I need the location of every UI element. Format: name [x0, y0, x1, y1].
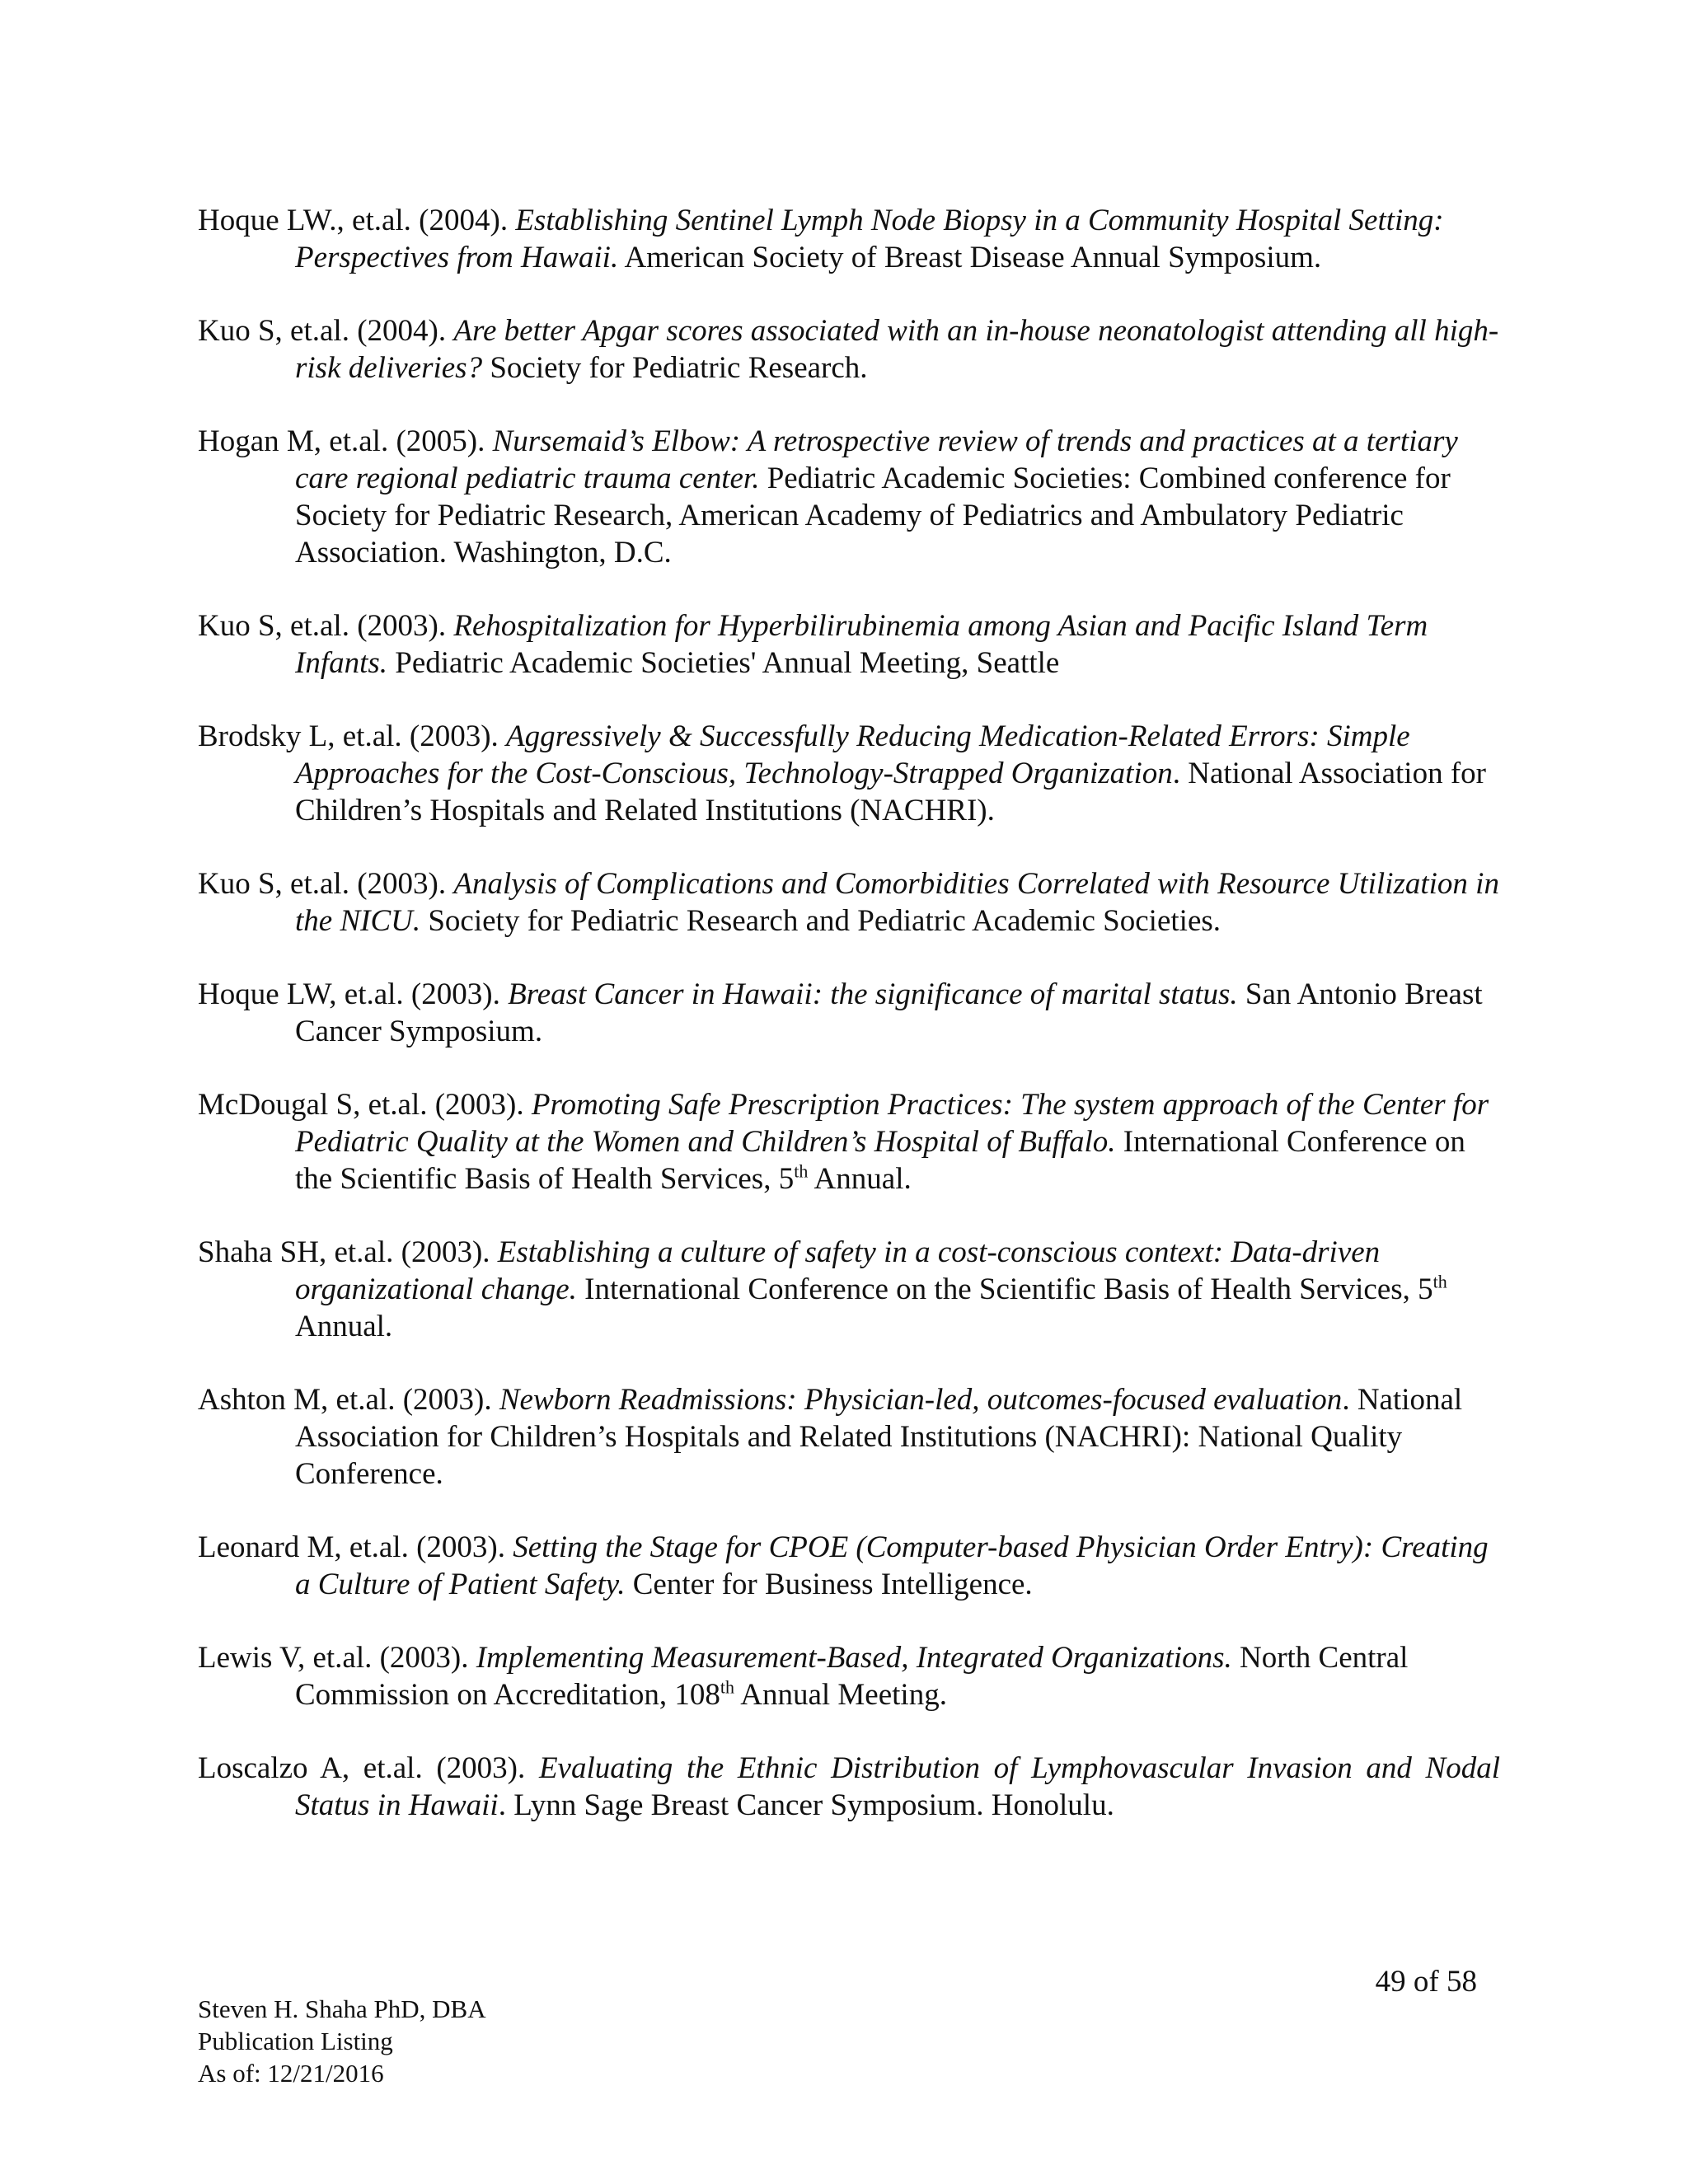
entry-venue: Society for Pediatric Research and Pediatric Academic Societies. [428, 904, 1221, 938]
publication-entry [198, 1529, 1500, 1603]
publication-list [198, 202, 1500, 1860]
entry-author-year: Kuo S, et.al. (2003). [198, 867, 447, 901]
entry-venue: Society for Pediatric Research. [490, 351, 868, 385]
publication-entry [198, 1086, 1500, 1197]
publication-entry [198, 976, 1500, 1050]
entry-title: Analysis of Complications and Comorbidities Correlated with Resource Utilization in the NICU. [295, 867, 1499, 938]
publication-entry [198, 865, 1500, 940]
publication-entry [198, 1639, 1500, 1713]
entry-venue: International Conference on the Scientific Basis of Health Services, 5 [295, 1125, 1465, 1196]
entry-venue: San Antonio Breast Cancer Symposium. [295, 977, 1483, 1048]
entry-title: Implementing Measurement-Based, Integrated Organizations. [476, 1641, 1232, 1675]
entry-author-year: Kuo S, et.al. (2003). [198, 609, 447, 643]
publication-entry [198, 718, 1500, 829]
entry-venue: Center for Business Intelligence. [632, 1568, 1033, 1601]
ordinal-suffix: th [1432, 1271, 1447, 1292]
entry-title: Establishing Sentinel Lymph Node Biopsy in a Community Hospital Setting: Perspectives from Hawaii. [295, 204, 1444, 274]
entry-venue: . Lynn Sage Breast Cancer Symposium. Honolulu. [498, 1788, 1114, 1822]
publication-entry [198, 1234, 1500, 1345]
entry-title: Breast Cancer in Hawaii: the significance of marital status. [508, 977, 1238, 1011]
entry-title: Rehospitalization for Hyperbilirubinemia among Asian and Pacific Island Term Infants. [295, 609, 1428, 680]
footer-author: Steven H. Shaha PhD, DBA [198, 1994, 486, 2023]
publication-entry [198, 1381, 1500, 1493]
publication-entry [198, 202, 1500, 276]
entry-author-year: McDougal S, et.al. (2003). [198, 1088, 524, 1122]
entry-author-year: Leonard M, et.al. (2003). [198, 1530, 505, 1564]
entry-title: Aggressively & Successfully Reducing Medication-Related Errors: Simple Approaches for the Cost-Conscious, Technology-Strapped Organization [295, 719, 1410, 790]
publication-entry [198, 312, 1500, 387]
page-number: 49 of 58 [1375, 1965, 1477, 1999]
entry-author-year: Ashton M, et.al. (2003). [198, 1383, 492, 1417]
entry-venue-tail: Annual. [295, 1310, 393, 1343]
publication-entry [198, 423, 1500, 571]
entry-title: Newborn Readmissions: Physician-led, outcomes-focused evaluation [499, 1383, 1343, 1417]
ordinal-suffix: th [794, 1160, 809, 1182]
entry-venue: North Central Commission on Accreditation, 108 [295, 1641, 1409, 1712]
entry-author-year: Hoque LW., et.al. (2004). [198, 204, 509, 237]
entry-author-year: Lewis V, et.al. (2003). [198, 1641, 469, 1675]
entry-author-year: Hogan M, et.al. (2005). [198, 424, 485, 458]
entry-venue-tail: Annual Meeting. [734, 1678, 947, 1712]
entry-author-year: Shaha SH, et.al. (2003). [198, 1235, 490, 1269]
footer [198, 1993, 486, 2089]
entry-venue: Pediatric Academic Societies: Combined conference for Society for Pediatric Research, American Academy of Pediatrics and Ambulatory Pediatric Association. Washington, D.C. [295, 462, 1451, 569]
footer-date: As of: 12/21/2016 [198, 2059, 384, 2088]
entry-author-year: Hoque LW, et.al. (2003). [198, 977, 500, 1011]
entry-venue: . National Association for Children’s Hospitals and Related Institutions (NACHRI): National Quality Conference. [295, 1383, 1463, 1491]
entry-title: Establishing a culture of safety in a cost-conscious context: Data-driven organizational change. [295, 1235, 1381, 1306]
entry-title: Evaluating the Ethnic Distribution of Lymphovascular Invasion and Nodal Status in Hawaii [295, 1751, 1500, 1822]
publication-entry [198, 607, 1500, 682]
entry-venue: American Society of Breast Disease Annual Symposium. [624, 241, 1322, 274]
footer-title: Publication Listing [198, 2027, 393, 2055]
entry-venue: . National Association for Children’s Hospitals and Related Institutions (NACHRI). [295, 757, 1486, 827]
entry-author-year: Kuo S, et.al. (2004). [198, 314, 447, 348]
entry-title: Are better Apgar scores associated with an in-house neonatologist attending all high-risk deliveries? [295, 314, 1499, 385]
entry-title: Promoting Safe Prescription Practices: The system approach of the Center for Pediatric Quality at the Women and Children’s Hospital of Buffalo. [295, 1088, 1489, 1159]
entry-author-year: Loscalzo A, et.al. (2003). [198, 1751, 526, 1785]
publication-entry [198, 1750, 1500, 1824]
ordinal-suffix: th [720, 1676, 735, 1698]
entry-title: Nursemaid’s Elbow: A retrospective review of trends and practices at a tertiary care regional pediatric trauma center. [295, 424, 1458, 495]
entry-venue-tail: Annual. [808, 1162, 912, 1196]
entry-venue: Pediatric Academic Societies' Annual Meeting, Seattle [395, 646, 1060, 680]
entry-title: Setting the Stage for CPOE (Computer-based Physician Order Entry): Creating a Culture of Patient Safety. [295, 1530, 1489, 1601]
entry-author-year: Brodsky L, et.al. (2003). [198, 719, 499, 753]
entry-venue: International Conference on the Scientific Basis of Health Services, 5 [584, 1272, 1433, 1306]
